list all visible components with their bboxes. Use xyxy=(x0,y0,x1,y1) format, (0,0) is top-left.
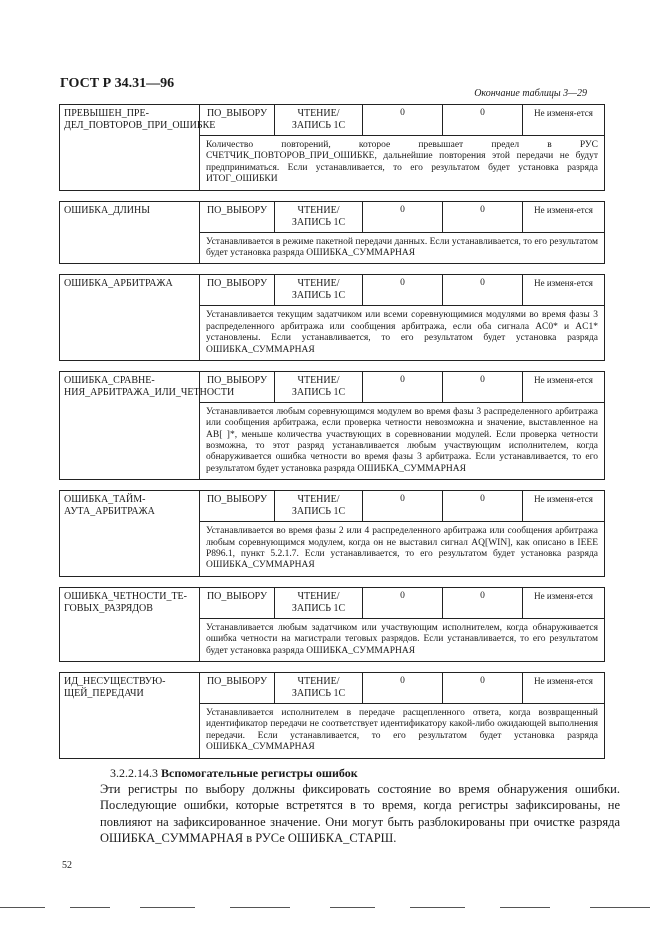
reset-value-2: 0 xyxy=(443,371,523,402)
section-number: 3.2.2.14.3 xyxy=(110,766,158,780)
reset-value-1: 0 xyxy=(363,105,443,136)
register-description: Устанавливается исполнителем в передаче расщепленного ответа, когда возвращенный идентификатор передачи не соответствует идентификатору какой-либо ожидающей выполнения передачи. Если устанавливается, то его результатом будет установка разряда ОШИБКА_СУММАРНАЯ xyxy=(200,703,605,758)
page-number: 52 xyxy=(62,860,72,871)
register-note: Не изменя-ется xyxy=(523,105,605,136)
register-description: Устанавливается любым соревнующимся модулем во время фазы 3 распределенного арбитража или сообщения арбитража, если проверка четности невозможна и значение, выставленное на АВ[ ]*, меньше количества участвующих в соревновании модулей. Если проверка четности возможна, то этот разряд устанавливается любым участвующим исполнителем, когда обнаруживается ошибка четности во время фазы 3 арбитража. Если устанавливается, то его результатом будет установка разряда ОШИБКА_СУММАРНАЯ xyxy=(200,402,605,479)
reset-value-1: 0 xyxy=(363,587,443,618)
register-access: ЧТЕНИЕ/ ЗАПИСЬ 1С xyxy=(275,672,363,703)
register-description: Устанавливается во время фазы 2 или 4 распределенного арбитража или сообщения арбитража любым соревнующимся модулем, когда он не выставил сигнал AQ[WIN], как описано в IEEE P896.1, пункт 5.2.1.7. Если устанавливается, то его результатом будет установка разряда ОШИБКА_СУММАРНАЯ xyxy=(200,522,605,577)
reset-value-1: 0 xyxy=(363,491,443,522)
section-heading xyxy=(110,766,358,781)
register-description: Устанавливается любым задатчиком или участвующим исполнителем, когда обнаруживается ошибка четности на магистрали теговых разрядов. Если устанавливается, то его результатом будет установка разряда ОШИБКА_СУММАРНАЯ xyxy=(200,618,605,661)
reset-value-2: 0 xyxy=(443,201,523,232)
row-spacer xyxy=(60,264,605,275)
register-description: Количество повторений, которое превышает предел в РУС СЧЕТЧИК_ПОВТОРОВ_ПРИ_ОШИБКЕ, дальнейшие повторения этой передачи не будут предприниматься. Если устанавливается, то его результатом будет установка разряда ИТОГ_ОШИБКИ xyxy=(200,136,605,191)
register-access: ЧТЕНИЕ/ ЗАПИСЬ 1С xyxy=(275,371,363,402)
reset-value-1: 0 xyxy=(363,275,443,306)
register-note: Не изменя-ется xyxy=(523,672,605,703)
register-row xyxy=(60,672,605,703)
reset-value-2: 0 xyxy=(443,105,523,136)
register-type: ПО_ВЫБОРУ xyxy=(200,275,275,306)
register-type: ПО_ВЫБОРУ xyxy=(200,587,275,618)
register-name: ОШИБКА_СРАВНЕ-НИЯ_АРБИТРАЖА_ИЛИ_ЧЕТНОСТИ xyxy=(60,371,200,479)
register-name: ИД_НЕСУЩЕСТВУЮ-ЩЕЙ_ПЕРЕДАЧИ xyxy=(60,672,200,758)
register-type: ПО_ВЫБОРУ xyxy=(200,201,275,232)
reset-value-2: 0 xyxy=(443,587,523,618)
reset-value-1: 0 xyxy=(363,371,443,402)
register-note: Не изменя-ется xyxy=(523,371,605,402)
register-row xyxy=(60,105,605,136)
register-row xyxy=(60,201,605,232)
register-type: ПО_ВЫБОРУ xyxy=(200,491,275,522)
register-access: ЧТЕНИЕ/ ЗАПИСЬ 1С xyxy=(275,105,363,136)
row-spacer xyxy=(60,360,605,371)
register-name: ОШИБКА_ЧЕТНОСТИ_ТЕ-ГОВЫХ_РАЗРЯДОВ xyxy=(60,587,200,661)
register-note: Не изменя-ется xyxy=(523,491,605,522)
section-title: Вспомогательные регистры ошибок xyxy=(161,766,358,780)
footer-rule xyxy=(0,907,661,908)
register-access: ЧТЕНИЕ/ ЗАПИСЬ 1С xyxy=(275,201,363,232)
register-type: ПО_ВЫБОРУ xyxy=(200,672,275,703)
row-spacer xyxy=(60,576,605,587)
register-row xyxy=(60,371,605,402)
reset-value-2: 0 xyxy=(443,491,523,522)
register-note: Не изменя-ется xyxy=(523,587,605,618)
register-description: Устанавливается в режиме пакетной передачи данных. Если устанавливается, то его результатом будет установка разряда ОШИБКА_СУММАРНАЯ xyxy=(200,232,605,264)
register-type: ПО_ВЫБОРУ xyxy=(200,105,275,136)
register-name: ОШИБКА_АРБИТРАЖА xyxy=(60,275,200,361)
register-name: ОШИБКА_ТАЙМ-АУТА_АРБИТРАЖА xyxy=(60,491,200,577)
register-name: ПРЕВЫШЕН_ПРЕ-ДЕЛ_ПОВТОРОВ_ПРИ_ОШИБКЕ xyxy=(60,105,200,191)
reset-value-1: 0 xyxy=(363,672,443,703)
table-caption: Окончание таблицы 3—29 xyxy=(474,88,587,99)
register-row xyxy=(60,587,605,618)
reset-value-2: 0 xyxy=(443,672,523,703)
register-access: ЧТЕНИЕ/ ЗАПИСЬ 1С xyxy=(275,491,363,522)
register-description: Устанавливается текущим задатчиком или всеми соревнующимися модулями во время фазы 3 распределенного арбитража или сообщения арбитража, если оба сигнала AC0* и AC1* установлены. Если устанавливается, то его результатом будет установка разряда ОШИБКА_СУММАРНАЯ xyxy=(200,306,605,361)
section-paragraph: Эти регистры по выбору должны фиксировать состояние во время обнаружения ошибки. Последующие ошибки, которые встретятся в то время, когда регистры зафиксированы, не повлияют на зафиксированное значение. Они могут быть разблокированы при очистке разряда ОШИБКА_СУММАРНАЯ в РУСе ОШИБКА_СТАРШ. xyxy=(100,782,620,845)
standard-header: ГОСТ Р 34.31—96 xyxy=(60,76,175,91)
register-table xyxy=(59,104,605,759)
row-spacer xyxy=(60,480,605,491)
register-name: ОШИБКА_ДЛИНЫ xyxy=(60,201,200,264)
row-spacer xyxy=(60,190,605,201)
reset-value-1: 0 xyxy=(363,201,443,232)
register-type: ПО_ВЫБОРУ xyxy=(200,371,275,402)
register-note: Не изменя-ется xyxy=(523,201,605,232)
register-note: Не изменя-ется xyxy=(523,275,605,306)
reset-value-2: 0 xyxy=(443,275,523,306)
register-access: ЧТЕНИЕ/ ЗАПИСЬ 1С xyxy=(275,587,363,618)
register-row xyxy=(60,491,605,522)
register-access: ЧТЕНИЕ/ ЗАПИСЬ 1С xyxy=(275,275,363,306)
row-spacer xyxy=(60,661,605,672)
register-row xyxy=(60,275,605,306)
